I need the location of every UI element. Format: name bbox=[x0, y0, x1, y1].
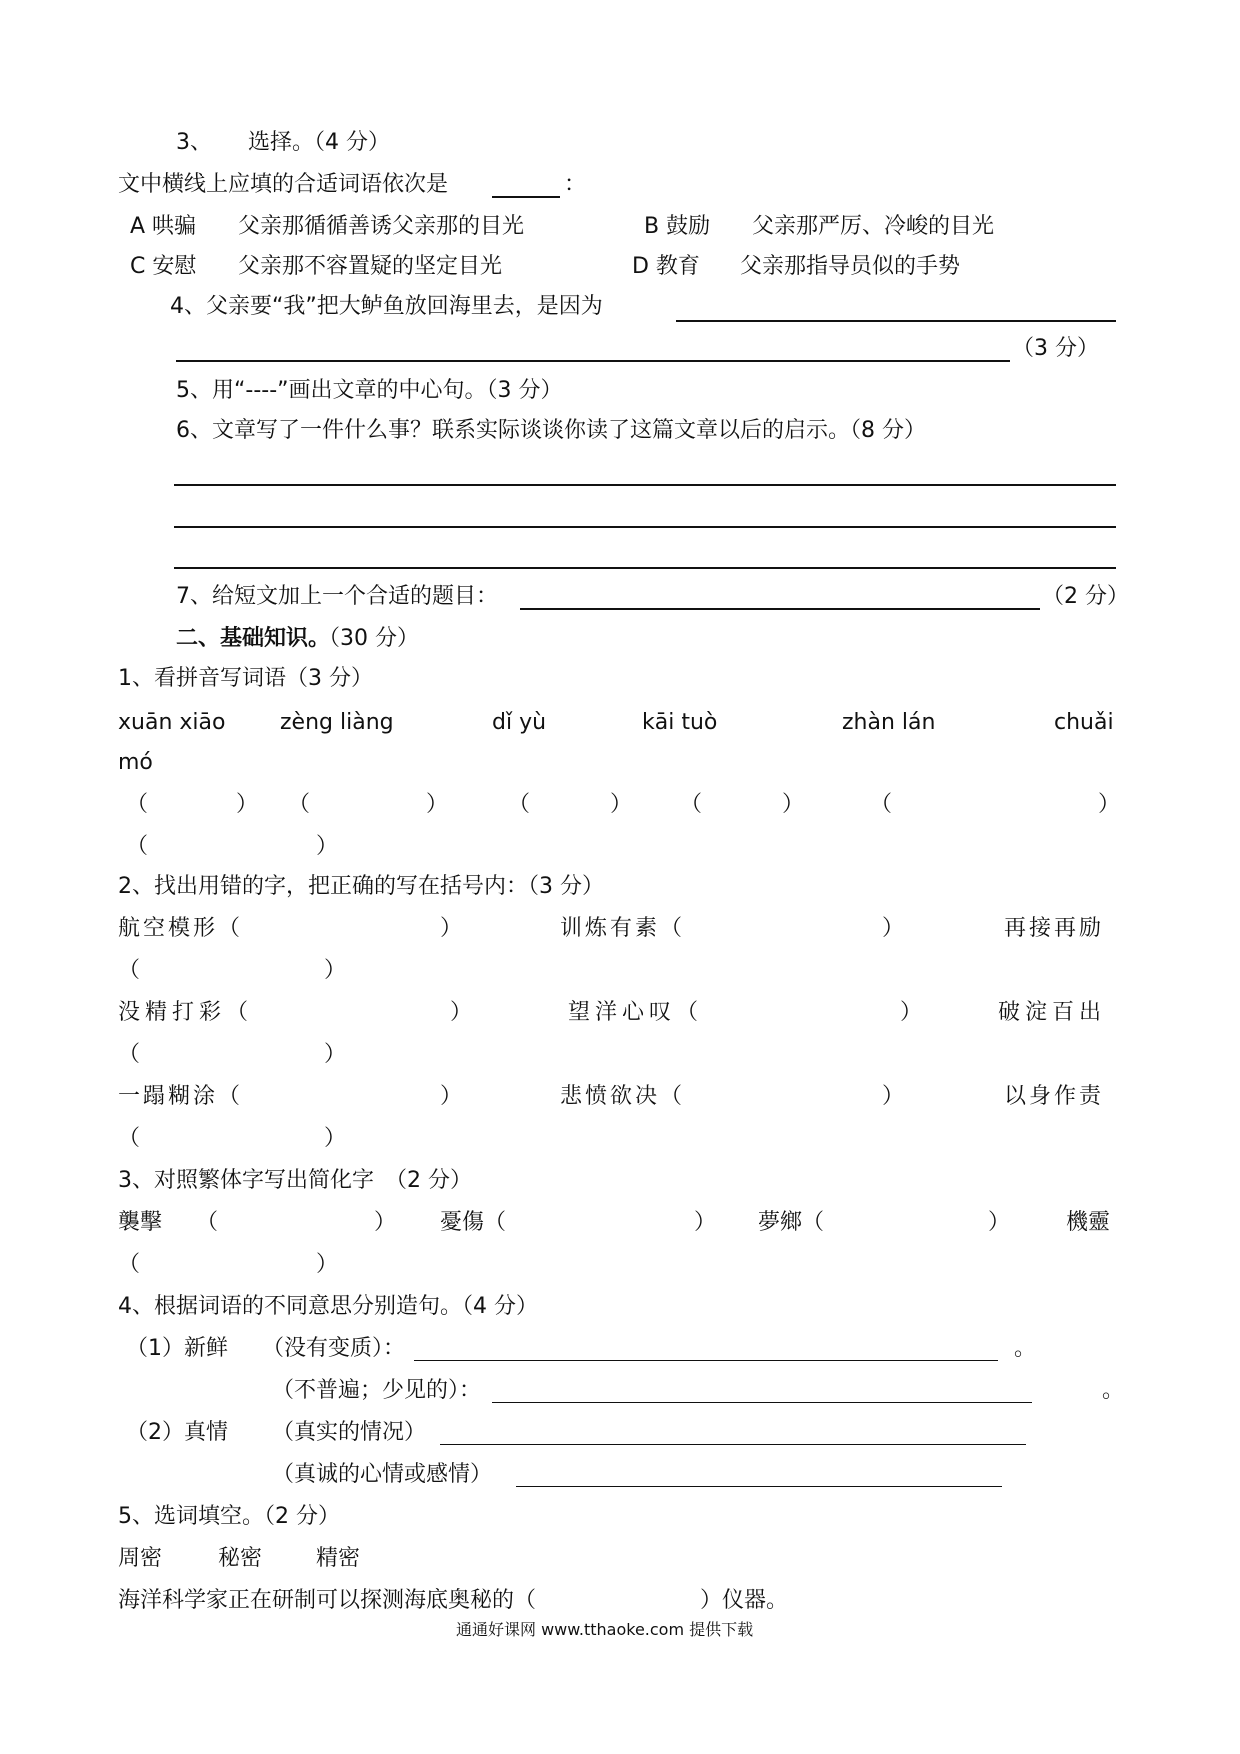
b2-word-2: 训炼有素（ bbox=[560, 916, 686, 941]
q3-prompt: 文中横线上应填的合适词语依次是 bbox=[118, 172, 449, 197]
b2-paren-close-4: ） bbox=[450, 1000, 473, 1025]
section-2-score: （30 分） bbox=[318, 626, 419, 651]
b2-paren-close-2: ） bbox=[882, 916, 905, 941]
q3-prompt-colon: ： bbox=[564, 172, 587, 197]
b2-paren-close-9: ） bbox=[324, 1126, 347, 1151]
q7-text: 7、给短文加上一个合适的题目： bbox=[176, 584, 498, 609]
b2-paren-close-8: ） bbox=[882, 1084, 905, 1109]
b2-paren-close-3: ） bbox=[324, 958, 347, 983]
q3-number: 3、 bbox=[176, 130, 212, 155]
b4-period-1: 。 bbox=[1014, 1336, 1037, 1361]
b2-paren-close-5: ） bbox=[900, 1000, 923, 1025]
b4-word-2-meaning-2: （真诚的心情或感情） bbox=[272, 1462, 493, 1487]
b2-word-8: 悲愤欲决（ bbox=[560, 1084, 686, 1109]
b1-paren-open-1: （ bbox=[126, 792, 149, 817]
b2-word-4: 没精打彩（ bbox=[118, 1000, 254, 1025]
b2-paren-close-7: ） bbox=[440, 1084, 463, 1109]
b4-answer-line-2[interactable] bbox=[492, 1402, 1032, 1403]
q6-answer-line-2[interactable] bbox=[174, 526, 1116, 528]
b1-paren-open-2: （ bbox=[288, 792, 311, 817]
b5-word-2: 秘密 bbox=[218, 1546, 263, 1571]
pinyin-3: dǐ yù bbox=[492, 710, 547, 735]
q3-title: 选择。（4 分） bbox=[248, 130, 390, 155]
option-a-text: 父亲那循循善诱父亲那的目光 bbox=[238, 214, 525, 239]
b1-paren-close-4: ） bbox=[782, 792, 805, 817]
q5-text: 5、用“----”画出文章的中心句。（3 分） bbox=[176, 378, 563, 403]
section-2-heading: 二、基础知识。 bbox=[176, 626, 331, 651]
b5-sentence-start: 海洋科学家正在研制可以探测海底奥秘的（ bbox=[118, 1588, 537, 1613]
b3-word-1: 襲擊 bbox=[118, 1210, 163, 1235]
b2-word-7: 一蹋糊涂（ bbox=[118, 1084, 244, 1109]
pinyin-5: zhàn lán bbox=[842, 710, 936, 735]
b4-answer-line-1[interactable] bbox=[414, 1360, 998, 1361]
option-a-letter: A 哄骗 bbox=[130, 214, 197, 239]
b3-paren-close-3: ） bbox=[988, 1210, 1011, 1235]
b2-word-5: 望洋心叹（ bbox=[568, 1000, 704, 1025]
b3-word-4: 機靈 bbox=[1066, 1210, 1111, 1235]
option-c-letter: C 安慰 bbox=[130, 254, 197, 279]
b1-paren-close-6: ） bbox=[316, 834, 339, 859]
q4-text: 4、父亲要“我”把大鲈鱼放回海里去，是因为 bbox=[170, 294, 603, 319]
b5-title: 5、选词填空。（2 分） bbox=[118, 1504, 340, 1529]
pinyin-6: chuǎi bbox=[1054, 710, 1114, 735]
option-b-letter: B 鼓励 bbox=[644, 214, 711, 239]
q6-text: 6、文章写了一件什么事？联系实际谈谈你读了这篇文章以后的启示。（8 分） bbox=[176, 418, 926, 443]
b3-paren-open-1: （ bbox=[196, 1210, 219, 1235]
b4-word-1-meaning-1: （没有变质）： bbox=[262, 1336, 406, 1361]
b2-paren-close-1: ） bbox=[440, 916, 463, 941]
page-footer: 通通好课网 www.tthaoke.com 提供下载 bbox=[456, 1620, 754, 1639]
q6-answer-line-3[interactable] bbox=[174, 567, 1116, 569]
q6-answer-line-1[interactable] bbox=[174, 484, 1116, 486]
b4-word-1-meaning-2: （不普遍；少见的）： bbox=[272, 1378, 482, 1403]
b1-paren-close-2: ） bbox=[426, 792, 449, 817]
q3-answer-blank[interactable] bbox=[492, 196, 560, 198]
b3-title: 3、对照繁体字写出简化字 （2 分） bbox=[118, 1168, 472, 1193]
b1-paren-open-3: （ bbox=[508, 792, 531, 817]
q7-score: （2 分） bbox=[1042, 584, 1129, 609]
b1-paren-open-5: （ bbox=[870, 792, 893, 817]
option-d-text: 父亲那指导员似的手势 bbox=[740, 254, 961, 279]
b3-paren-open-4: （ bbox=[118, 1252, 141, 1277]
b5-word-1: 周密 bbox=[118, 1546, 163, 1571]
b1-paren-close-5: ） bbox=[1098, 792, 1121, 817]
b2-word-1: 航空模形（ bbox=[118, 916, 244, 941]
b2-paren-open-6: （ bbox=[118, 1042, 141, 1067]
pinyin-4: kāi tuò bbox=[642, 710, 718, 735]
b3-paren-close-2: ） bbox=[694, 1210, 717, 1235]
b5-word-3: 精密 bbox=[316, 1546, 361, 1571]
b2-paren-open-9: （ bbox=[118, 1126, 141, 1151]
b4-word-2-meaning-1: （真实的情况） bbox=[272, 1420, 427, 1445]
q4-answer-line-2[interactable] bbox=[176, 360, 1010, 362]
b4-answer-line-3[interactable] bbox=[440, 1444, 1026, 1445]
b2-paren-open-3: （ bbox=[118, 958, 141, 983]
b1-paren-open-6: （ bbox=[126, 834, 149, 859]
option-b-text: 父亲那严厉、冷峻的目光 bbox=[752, 214, 995, 239]
option-c-text: 父亲那不容置疑的坚定目光 bbox=[238, 254, 503, 279]
option-d-letter: D 教育 bbox=[632, 254, 700, 279]
b4-period-2: 。 bbox=[1102, 1378, 1125, 1403]
b4-title: 4、根据词语的不同意思分别造句。（4 分） bbox=[118, 1294, 538, 1319]
b2-paren-close-6: ） bbox=[324, 1042, 347, 1067]
q7-answer-line[interactable] bbox=[520, 608, 1040, 610]
b2-title: 2、找出用错的字，把正确的写在括号内：（3 分） bbox=[118, 874, 604, 899]
b2-word-9: 以身作责 bbox=[1004, 1084, 1105, 1109]
b3-paren-close-1: ） bbox=[374, 1210, 397, 1235]
pinyin-6-cont: mó bbox=[118, 750, 153, 775]
b1-title: 1、看拼音写词语（3 分） bbox=[118, 666, 373, 691]
b5-sentence-end: ）仪器。 bbox=[700, 1588, 789, 1613]
b4-answer-line-4[interactable] bbox=[516, 1486, 1002, 1487]
b2-word-6: 破淀百出 bbox=[998, 1000, 1107, 1025]
b1-paren-open-4: （ bbox=[680, 792, 703, 817]
q4-score: （3 分） bbox=[1012, 336, 1099, 361]
b3-word-3: 夢鄉（ bbox=[758, 1210, 825, 1235]
b3-paren-close-4: ） bbox=[316, 1252, 339, 1277]
b2-word-3: 再接再励 bbox=[1004, 916, 1105, 941]
pinyin-2: zèng liàng bbox=[280, 710, 394, 735]
q4-answer-line-1[interactable] bbox=[676, 320, 1116, 322]
pinyin-1: xuān xiāo bbox=[118, 710, 226, 735]
b3-word-2: 憂傷（ bbox=[440, 1210, 507, 1235]
b1-paren-close-3: ） bbox=[610, 792, 633, 817]
b1-paren-close-1: ） bbox=[236, 792, 259, 817]
b4-word-2: （2）真情 bbox=[126, 1420, 228, 1445]
b4-word-1: （1）新鲜 bbox=[126, 1336, 228, 1361]
